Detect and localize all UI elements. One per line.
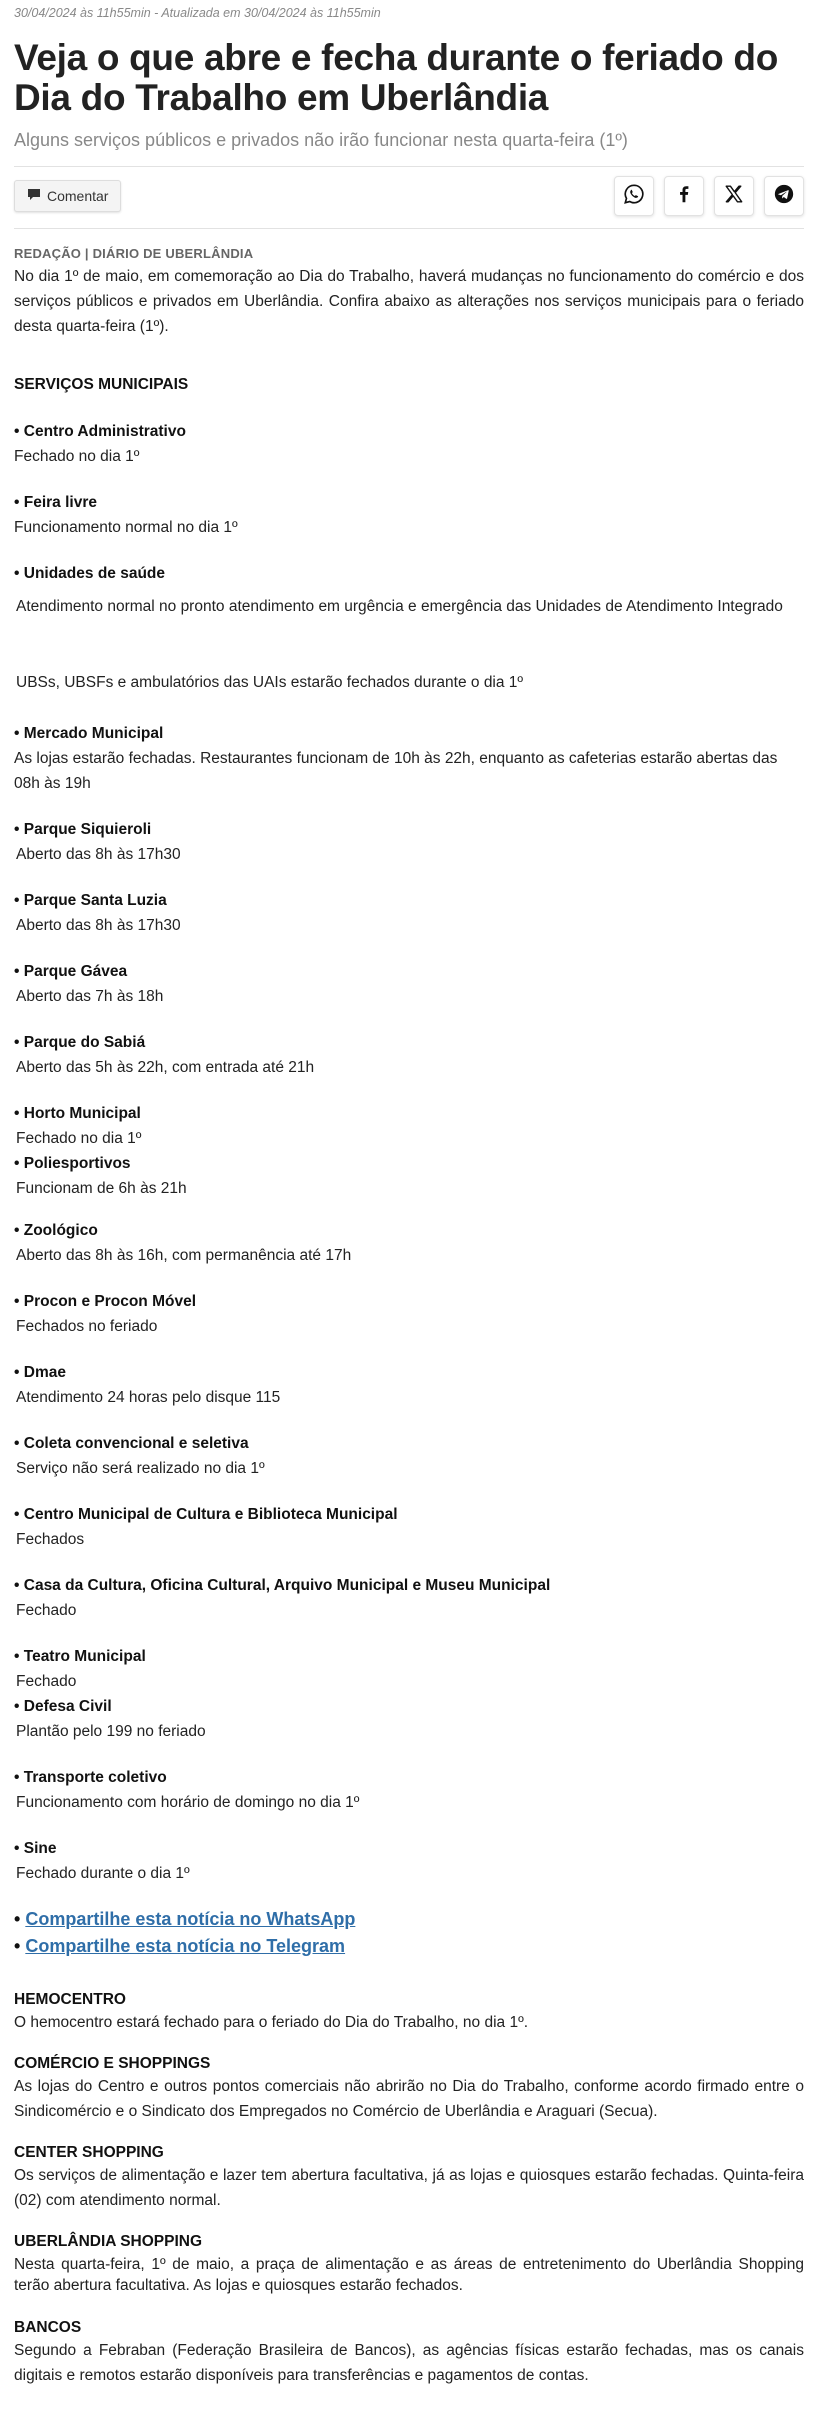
byline: REDAÇÃO | DIÁRIO DE UBERLÂNDIA — [14, 246, 254, 261]
service-title: • Dmae — [14, 1364, 66, 1381]
section-text: As lojas do Centro e outros pontos comerciais não abrirão no Dia do Trabalho, conforme acordo firmado entre o Sindicomércio e o Sindicato dos Empregados no Comércio de Uberlândia e Araguari (Secua). — [14, 2078, 804, 2120]
service-title: • Casa da Cultura, Oficina Cultural, Arquivo Municipal e Museu Municipal — [14, 1577, 551, 1594]
service-title: • Coleta convencional e seletiva — [14, 1435, 249, 1452]
section-heading: UBERLÂNDIA SHOPPING — [14, 2233, 203, 2250]
service-title: • Centro Administrativo — [14, 423, 186, 440]
service-title: • Teatro Municipal — [14, 1648, 146, 1665]
service-desc: Serviço não será realizado no dia 1º — [16, 1460, 265, 1477]
share-x-button[interactable] — [714, 176, 754, 216]
comment-icon — [27, 188, 41, 204]
publish-dates: 30/04/2024 às 11h55min - Atualizada em 30/04/2024 às 11h55min — [14, 6, 381, 20]
service-desc: Aberto das 8h às 17h30 — [16, 846, 181, 863]
share-telegram-button[interactable] — [764, 176, 804, 216]
section-text: Nesta quarta-feira, 1º de maio, a praça de alimentação e as áreas de entretenimento do Uberlândia Shopping terão abertura facultativa. As lojas e quiosques estarão fechados. — [14, 2256, 804, 2294]
service-title: • Defesa Civil — [14, 1698, 112, 1715]
service-title: • Procon e Procon Móvel — [14, 1293, 197, 1310]
service-title: • Horto Municipal — [14, 1105, 141, 1122]
comment-button[interactable] — [14, 180, 121, 212]
section-heading: CENTER SHOPPING — [14, 2144, 164, 2161]
service-title: • Parque do Sabiá — [14, 1034, 146, 1051]
intro-paragraph: No dia 1º de maio, em comemoração ao Dia do Trabalho, haverá mudanças no funcionamento do comércio e dos serviços públicos e privados em Uberlândia. Confira abaixo as alterações nos serviços municipais para o feriado desta quarta-feira (1º). — [14, 268, 804, 335]
service-desc: Aberto das 7h às 18h — [16, 988, 164, 1005]
service-title: • Feira livre — [14, 494, 97, 511]
section-text: Segundo a Febraban (Federação Brasileira de Bancos), as agências físicas estarão fechadas, mas os canais digitais e remotos estarão disponíveis para transferências e pagamentos de contas. — [14, 2342, 804, 2384]
divider — [14, 166, 804, 167]
service-desc: Funcionamento normal no dia 1º — [14, 519, 238, 536]
service-title: • Transporte coletivo — [14, 1769, 167, 1786]
service-desc: Aberto das 8h às 17h30 — [16, 917, 181, 934]
service-desc: Fechado no dia 1º — [16, 1130, 142, 1147]
whatsapp-share-link[interactable]: Compartilhe esta notícia no WhatsApp — [25, 1909, 356, 1929]
facebook-icon — [673, 183, 695, 210]
service-desc: Fechados no feriado — [16, 1318, 158, 1335]
service-desc: Funcionamento com horário de domingo no dia 1º — [16, 1794, 360, 1811]
service-desc: Fechado no dia 1º — [14, 448, 140, 465]
page-title: Veja o que abre e fecha durante o feriado do Dia do Trabalho em Uberlândia — [14, 37, 778, 118]
service-title: • Mercado Municipal — [14, 725, 164, 742]
section-text: Os serviços de alimentação e lazer tem abertura facultativa, já as lojas e quiosques estarão fechadas. Quinta-feira (02) com atendimento normal. — [14, 2167, 804, 2209]
telegram-share-link-row: • Compartilhe esta notícia no Telegram — [14, 1936, 346, 1956]
service-desc: Atendimento normal no pronto atendimento em urgência e emergência das Unidades de Atendimento Integrado — [16, 598, 783, 615]
service-desc: Fechado — [16, 1602, 77, 1619]
service-desc: Fechado — [16, 1673, 77, 1690]
section-text: O hemocentro estará fechado para o feriado do Dia do Trabalho, no dia 1º. — [14, 2014, 529, 2031]
page-subtitle: Alguns serviços públicos e privados não irão funcionar nesta quarta-feira (1º) — [14, 130, 628, 150]
whatsapp-share-link-row: • Compartilhe esta notícia no WhatsApp — [14, 1909, 356, 1929]
whatsapp-icon — [623, 183, 645, 210]
service-title: • Centro Municipal de Cultura e Biblioteca Municipal — [14, 1506, 398, 1523]
telegram-share-link[interactable]: Compartilhe esta notícia no Telegram — [25, 1936, 346, 1956]
service-desc: Fechados — [16, 1531, 85, 1548]
section-heading: COMÉRCIO E SHOPPINGS — [14, 2055, 211, 2072]
service-desc: Fechado durante o dia 1º — [16, 1865, 190, 1882]
service-desc: Aberto das 5h às 22h, com entrada até 21h — [16, 1059, 315, 1076]
section-heading-municipal: SERVIÇOS MUNICIPAIS — [14, 376, 189, 393]
section-heading: BANCOS — [14, 2319, 82, 2336]
service-desc: Funcionam de 6h às 21h — [16, 1180, 187, 1197]
x-icon — [723, 183, 745, 210]
service-desc: As lojas estarão fechadas. Restaurantes funcionam de 10h às 22h, enquanto as cafeterias estarão abertas das 08h às 19h — [14, 750, 778, 792]
service-desc: Atendimento 24 horas pelo disque 115 — [16, 1389, 281, 1406]
service-title: • Zoológico — [14, 1222, 98, 1239]
service-title: • Parque Siquieroli — [14, 821, 152, 838]
share-facebook-button[interactable] — [664, 176, 704, 216]
comment-button-label: Comentar — [47, 188, 109, 204]
service-desc: Plantão pelo 199 no feriado — [16, 1723, 206, 1740]
service-title: • Unidades de saúde — [14, 565, 166, 582]
service-title: • Parque Santa Luzia — [14, 892, 167, 909]
section-heading: HEMOCENTRO — [14, 1991, 126, 2008]
service-desc: Aberto das 8h às 16h, com permanência até 17h — [16, 1247, 352, 1264]
share-whatsapp-button[interactable] — [614, 176, 654, 216]
service-title: • Parque Gávea — [14, 963, 128, 980]
service-title: • Sine — [14, 1840, 57, 1857]
service-desc-extra: UBSs, UBSFs e ambulatórios das UAIs estarão fechados durante o dia 1º — [16, 674, 524, 691]
telegram-icon — [773, 183, 795, 210]
service-title: • Poliesportivos — [14, 1155, 131, 1172]
divider — [14, 228, 804, 229]
